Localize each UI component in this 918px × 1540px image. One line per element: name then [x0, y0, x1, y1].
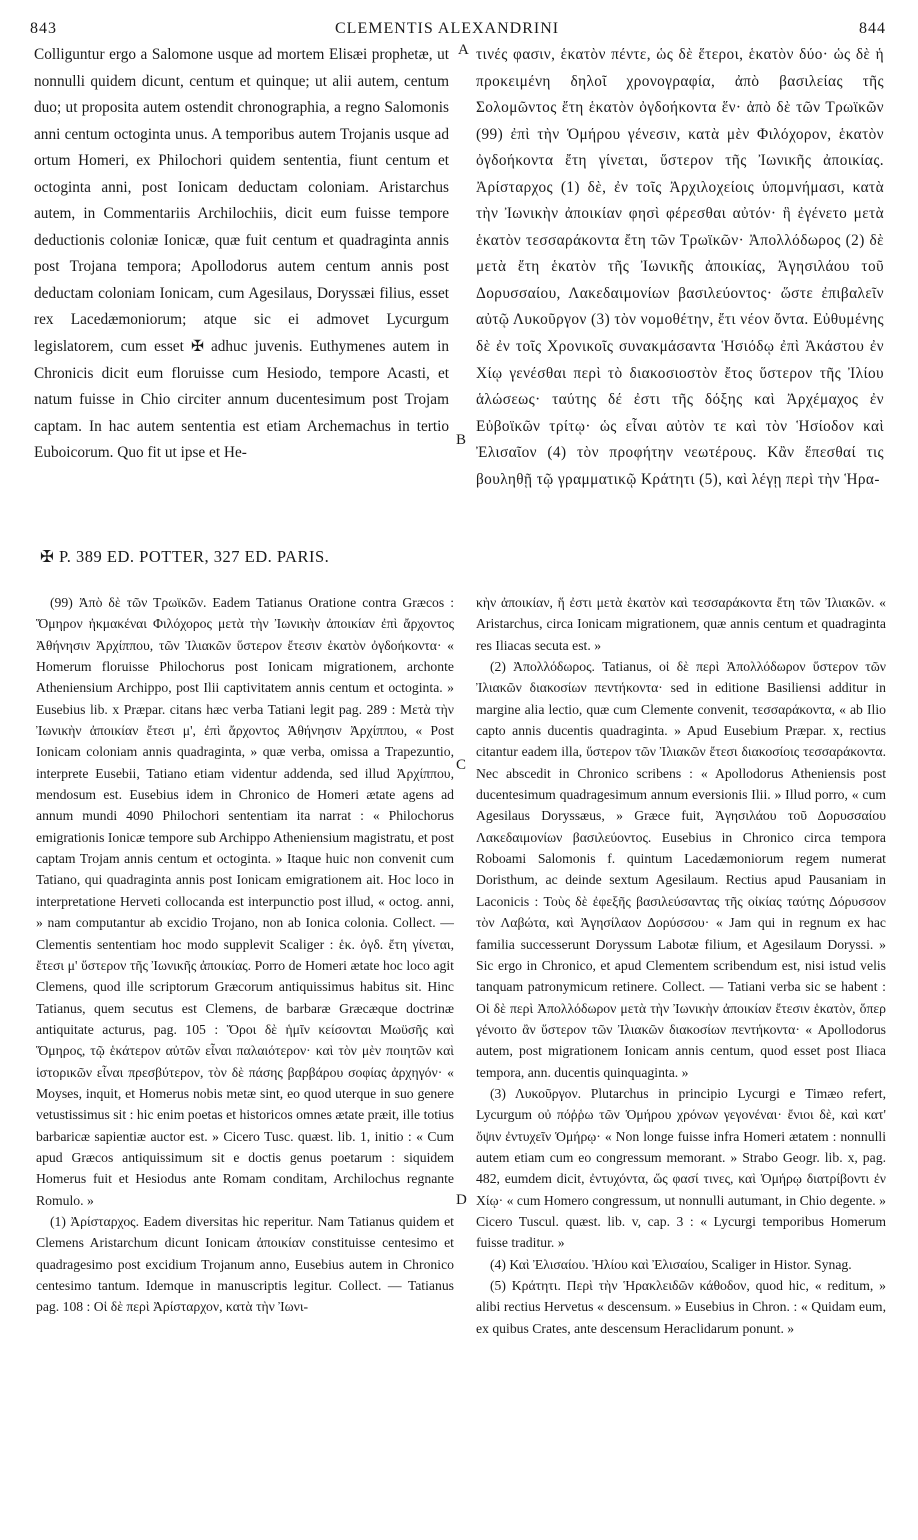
note-99: (99) Ἀπὸ δὲ τῶν Τρωϊκῶν. Eadem Tatianus Oratione contra Græcos : Ὅμηρον ἠκμακέναι Φιλόχορος μετὰ τὴν Ἰωνικὴν ἀποικίαν ἐπὶ ἄρχοντος Ἀθήνησιν Ἀρχίππου, τῶν Ἰλιακῶν ὕστερον ἔτεσιν ἑκατὸν ὀγδοήκοντα· « Homerum floruisse Philochorus post Ionicam migrationem, archonte Atheniensium Archippo, post Ilii captivitatem annis centum et octoginta. » Eusebius lib. x Præpar. citans hæc verba Tatiani legit pag. 289 : Μετὰ τὴν Ἰωνικὴν ἀποικίαν ἔτεσι μ', ἐπὶ ἄρχοντος Ἀθήνησιν Ἀρχίππου, « Post Ionicam coloniam annis quadraginta, » quæ verba, omissa a Trapezuntio, interprete Eusebii, Tatiano etiam videntur addenda, sed illud Ἀρχίππου, mendosum est. Eusebius idem in Chronico de Homeri ætate agens ad annum mundi 4090 Philochori sententiam ita narrat : « Philochorus emigrationis Ionicæ tempore sub Archippo Atheniensium magistratu, et post captam Trojam annis centum et octoginta. » Itaque huic non convenit cum Tatiano, qui quadraginta annis post Ionicam emigrationem ait. Hoc loco in interpretatione Herveti collocanda est interpunctio post illud, « octog. anni, » nam computantur ab excidio Trojano, non ab Ionica colonia. Collect. — Clementis sententiam hoc modo supplevit Scaliger : ἑκ. ὀγδ. ἔτη γίνεται, ἔτεσι μ' ὕστερον τῆς Ἰωνικῆς ἀποικίας. Porro de Homeri ætate hoc loco agit Clemens, quod ille scriptorum Græcorum antiquissimus habitus sit. Hinc Tatianus, quem secutus est Clemens, de barbaræ Græcæque doctrinæ antiquitate acturus, pag. 105 : Ὅροι δὲ ἡμῖν κείσονται Μωϋσῆς καὶ Ὅμηρος, τῷ ἑκάτερον αὐτῶν εἶναι παλαιότερον· καὶ τὸν μὲν ποιητῶν καὶ ἱστορικῶν εἶναι πρεσβύτερον, τὸν δὲ πάσης βαρβάρου σοφίας ἀρχηγόν· « Moyses, inquit, et Homerus nobis metæ sint, eo quod uterque in suo genere vetustissimus sit : hic enim poetas et historicos omnes ætate præit, ille totius barbaricæ sapientiæ auctor est. » Cicero Tusc. quæst. lib. 1, initio : « Cum apud Græcos antiquissimum sit e doctis genus poetarum : siquidem Homerus fuit et Hesiodus ante Romam conditam, Archilochus regnante Romulo. » [36, 595, 454, 1208]
page-number-right: 844 [859, 20, 886, 37]
notes-left-column [36, 592, 454, 1318]
margin-letter-b: B [456, 432, 467, 448]
note-4: (4) Καὶ Ἐλισαίου. Ἠλίου καὶ Ἐλισαίου, Scaliger in Histor. Synag. [490, 1256, 852, 1272]
note-1: (1) Ἀρίσταρχος. Eadem diversitas hic reperitur. Nam Tatianus quidem et Clemens Aristarchum dicunt Ionicam ἀποικίαν constituisse centesimo et quadragesimo post excidium Trojanum anno, Eusebius autem in Chronico centesimo tantum. Idemque in manuscriptis legitur. Collect. — Tatianus pag. 108 : Οἱ δὲ περὶ Ἀρίσταρχον, κατὰ τὴν Ἰωνι- [36, 1213, 454, 1315]
running-title: CLEMENTIS ALEXANDRINI [335, 20, 560, 37]
greek-paragraph: τινές φασιν, ἑκατὸν πέντε, ὡς δὲ ἕτεροι, ἑκατὸν δύο· ὡς δὲ ἡ προκειμένη δηλοῖ χρονογραφία, ἀπὸ βασιλείας τῆς Σολομῶντος ἔτη ἑκατὸν ὀγδοήκοντα ἕν· ἀπὸ δὲ τῶν Τρωϊκῶν (99) ἐπὶ τὴν Ὁμήρου γένεσιν, κατὰ μὲν Φιλόχορον, ἑκατὸν ὀγδοήκοντα ἔτη γίνεται, ὕστερον τῆς Ἰωνικῆς ἀποικίας. Ἀρίσταρχος (1) δὲ, ἐν τοῖς Ἀρχιλοχείοις ὑπομνήμασι, κατὰ τὴν Ἰωνικὴν ἀποικίαν φησὶ φέρεσθαι αὐτόν· ἣ ἐγένετο μετὰ ἑκατὸν τεσσαράκοντα ἔτη τῶν Τρωϊκῶν· Ἀπολλόδωρος (2) δὲ μετὰ ἔτη ἑκατὸν τῆς Ἰωνικῆς ἀποικίας, Ἀγησιλάου τοῦ Δορυσσαίου, Λακεδαιμονίων βασιλεύοντος· ὥστε ἐπιβαλεῖν αὐτῷ Λυκοῦργον (3) τὸν νομοθέτην, ἔτι νέον ὄντα. Εὐθυμένης δὲ ἐν τοῖς Χρονικοῖς συνακμάσαντα Ἡσιόδῳ ἐπὶ Ἀκάστου ἐν Χίῳ γενέσθαι περὶ τὸ διακοσιοστὸν ἔτος ὕστερον τῆς Ἰλίου ἁλώσεως· ταύτης δέ ἐστι τῆς δόξης καὶ Ἀρχέμαχος ἐν Εὐβοϊκῶν τρίτῳ· ὡς εἶναι αὐτὸν τε καὶ τὸν Ἡσίοδον καὶ Ἐλισαῖον (4) τὸν προφήτην νεωτέρους. Κἂν ἕπεσθαί τις βουληθῇ τῷ γραμματικῷ Κράτητι (5), καὶ λέγῃ περὶ τὴν Ἡρα- [476, 46, 884, 488]
greek-text-column [476, 42, 884, 493]
latin-paragraph: Colliguntur ergo a Salomone usque ad mortem Elisæi prophetæ, ut nonnulli quidem dicunt, centum et quinque; ut alii autem, centum duo; ut proposita autem ostendit chronographia, a regno Salomonis anni centum octoginta unus. A temporibus autem Trojanis usque ad ortum Homeri, ex Philochori quidem sententia, fiunt centum et octoginta anni, post Ionicam deductam coloniam. Aristarchus autem, in Commentariis Archilochiis, dicit eum fuisse tempore deductionis coloniæ Ionicæ, quæ fuit centum et quadraginta annis post Trojana tempora; Apollodorus autem centum annis post deductam coloniam Ionicam, cum Agesilaus, Doryssæi filius, esset rex Lacedæmoniorum; atque sic ei admovet Lycurgum legislatorem, cum esset ✠ adhuc juvenis. Euthymenes autem in Chronicis dicit eum floruisse cum Hesiodo, tempore Acasti, et natum fuisse in Chio circiter annum ducentesimum post Trojam captam. In hac autem sententia est etiam Archemachus in tertio Euboicorum. Quo fit ut ipse et He- [34, 46, 449, 462]
note-5: (5) Κράτητι. Περὶ τὴν Ἡρακλειδῶν κάθοδον, quod hic, « reditum, » alibi rectius Hervetus « descensum. » Eusebius in Chron. : « Quidam eum, ex quibus Crates, ante descensum Heraclidarum ponunt. » [476, 1278, 886, 1336]
margin-letter-a: A [458, 42, 469, 58]
latin-text-column [34, 42, 449, 467]
note-1-continued: κὴν ἀποικίαν, ἥ ἐστι μετὰ ἑκατὸν καὶ τεσσαράκοντα ἔτη τῶν Ἰλιακῶν. « Aristarchus, circa Ionicam migrationem, quæ annis centum et quadraginta res Iliacas secuta est. » [476, 595, 886, 653]
edition-reference: ✠ P. 389 ED. POTTER, 327 ED. PARIS. [40, 547, 330, 566]
note-3: (3) Λυκοῦργον. Plutarchus in principio Lycurgi e Timæo refert, Lycurgum οὐ πόῤῥω τῶν Ὁμήρου χρόνων γεγονέναι· ἔνιοι δὲ, καὶ κατ' ὄψιν ἐντυχεῖν Ὁμήρῳ· « Non longe fuisse infra Homeri ætatem : nonnulli autem etiam cum eo congressum memorant. » Strabo Geogr. lib. x, pag. 482, eumdem dicit, ἐντυχόντα, ὥς φασί τινες, καὶ Ὁμήρῳ διατρίβοντι ἐν Χίῳ· « cum Homero congressum, ut nonnulli autumant, in Chio degente. » Cicero Tuscul. quæst. lib. v, cap. 3 : « Lycurgi temporibus Homerum fuisse traditur. » [476, 1085, 886, 1251]
page-number-left: 843 [30, 20, 57, 37]
margin-letter-d: D [456, 1192, 467, 1208]
margin-letter-c: C [456, 757, 467, 773]
notes-right-column [476, 592, 886, 1339]
note-2: (2) Ἀπολλόδωρος. Tatianus, οἱ δὲ περὶ Ἀπολλόδωρον ὕστερον τῶν Ἰλιακῶν διακοσίων πεντήκοντα· sed in editione Basiliensi additur in margine alia lectio, quæ cum Clemente convenit, τεσσαράκοντα, « ab Ilio capto annis ducentis quadraginta. » Apud Eusebium Præpar. x, rectius citantur eadem illa, ὕστερον τῶν Ἰλιακῶν ἔτεσι διακοσίοις τεσσαράκοντα. Nec abscedit in Chronico scribens : « Apollodorus Atheniensis post ducentesimum quadragesimum annum eversionis Ilii. » Illud porro, « cum Agesilaus Doryssæus, » Græce fuit, Ἀγησιλάου τοῦ Δορυσσαίου Λακεδαιμονίων βασιλεύοντος. Eusebius in Chronico circa tempora Roboami Salomonis f. quintum Lacedæmoniorum regem numerat Doristhum, ac deinde sextum Agesilaum. Rectius apud Pausaniam in Laconicis : Τοὺς δὲ ἐφεξῆς βασιλεύσαντας τῆς οἰκίας ταύτης Δόρυσσον τὸν Λαβώτα, καὶ Ἀγησίλαον Δορύσσου· « Jam qui in regnum ex hac familia successerunt Doryssum Labotæ filium, et Agesilaum Doryssi. » Sic ergo in Chronico, et apud Clementem scribendum est, nisi istud velis tanquam patronymicum retinere. Collect. — Tatiani verba sic se habent : Οἱ δὲ περὶ Ἀπολλόδωρον μετὰ τὴν Ἰωνικὴν ἀποικίαν ἔτεσιν ἑκατὸν, ὅπερ γένοιτο ἂν ὕστερον τῶν Ἰλιακῶν διακοσίων πεντήκοντα· « Apollodorus autem, post migrationem Ionicam annis centum, quod esset post Iliaca tempora, ann. ducentis quinquaginta. » [476, 659, 886, 1080]
